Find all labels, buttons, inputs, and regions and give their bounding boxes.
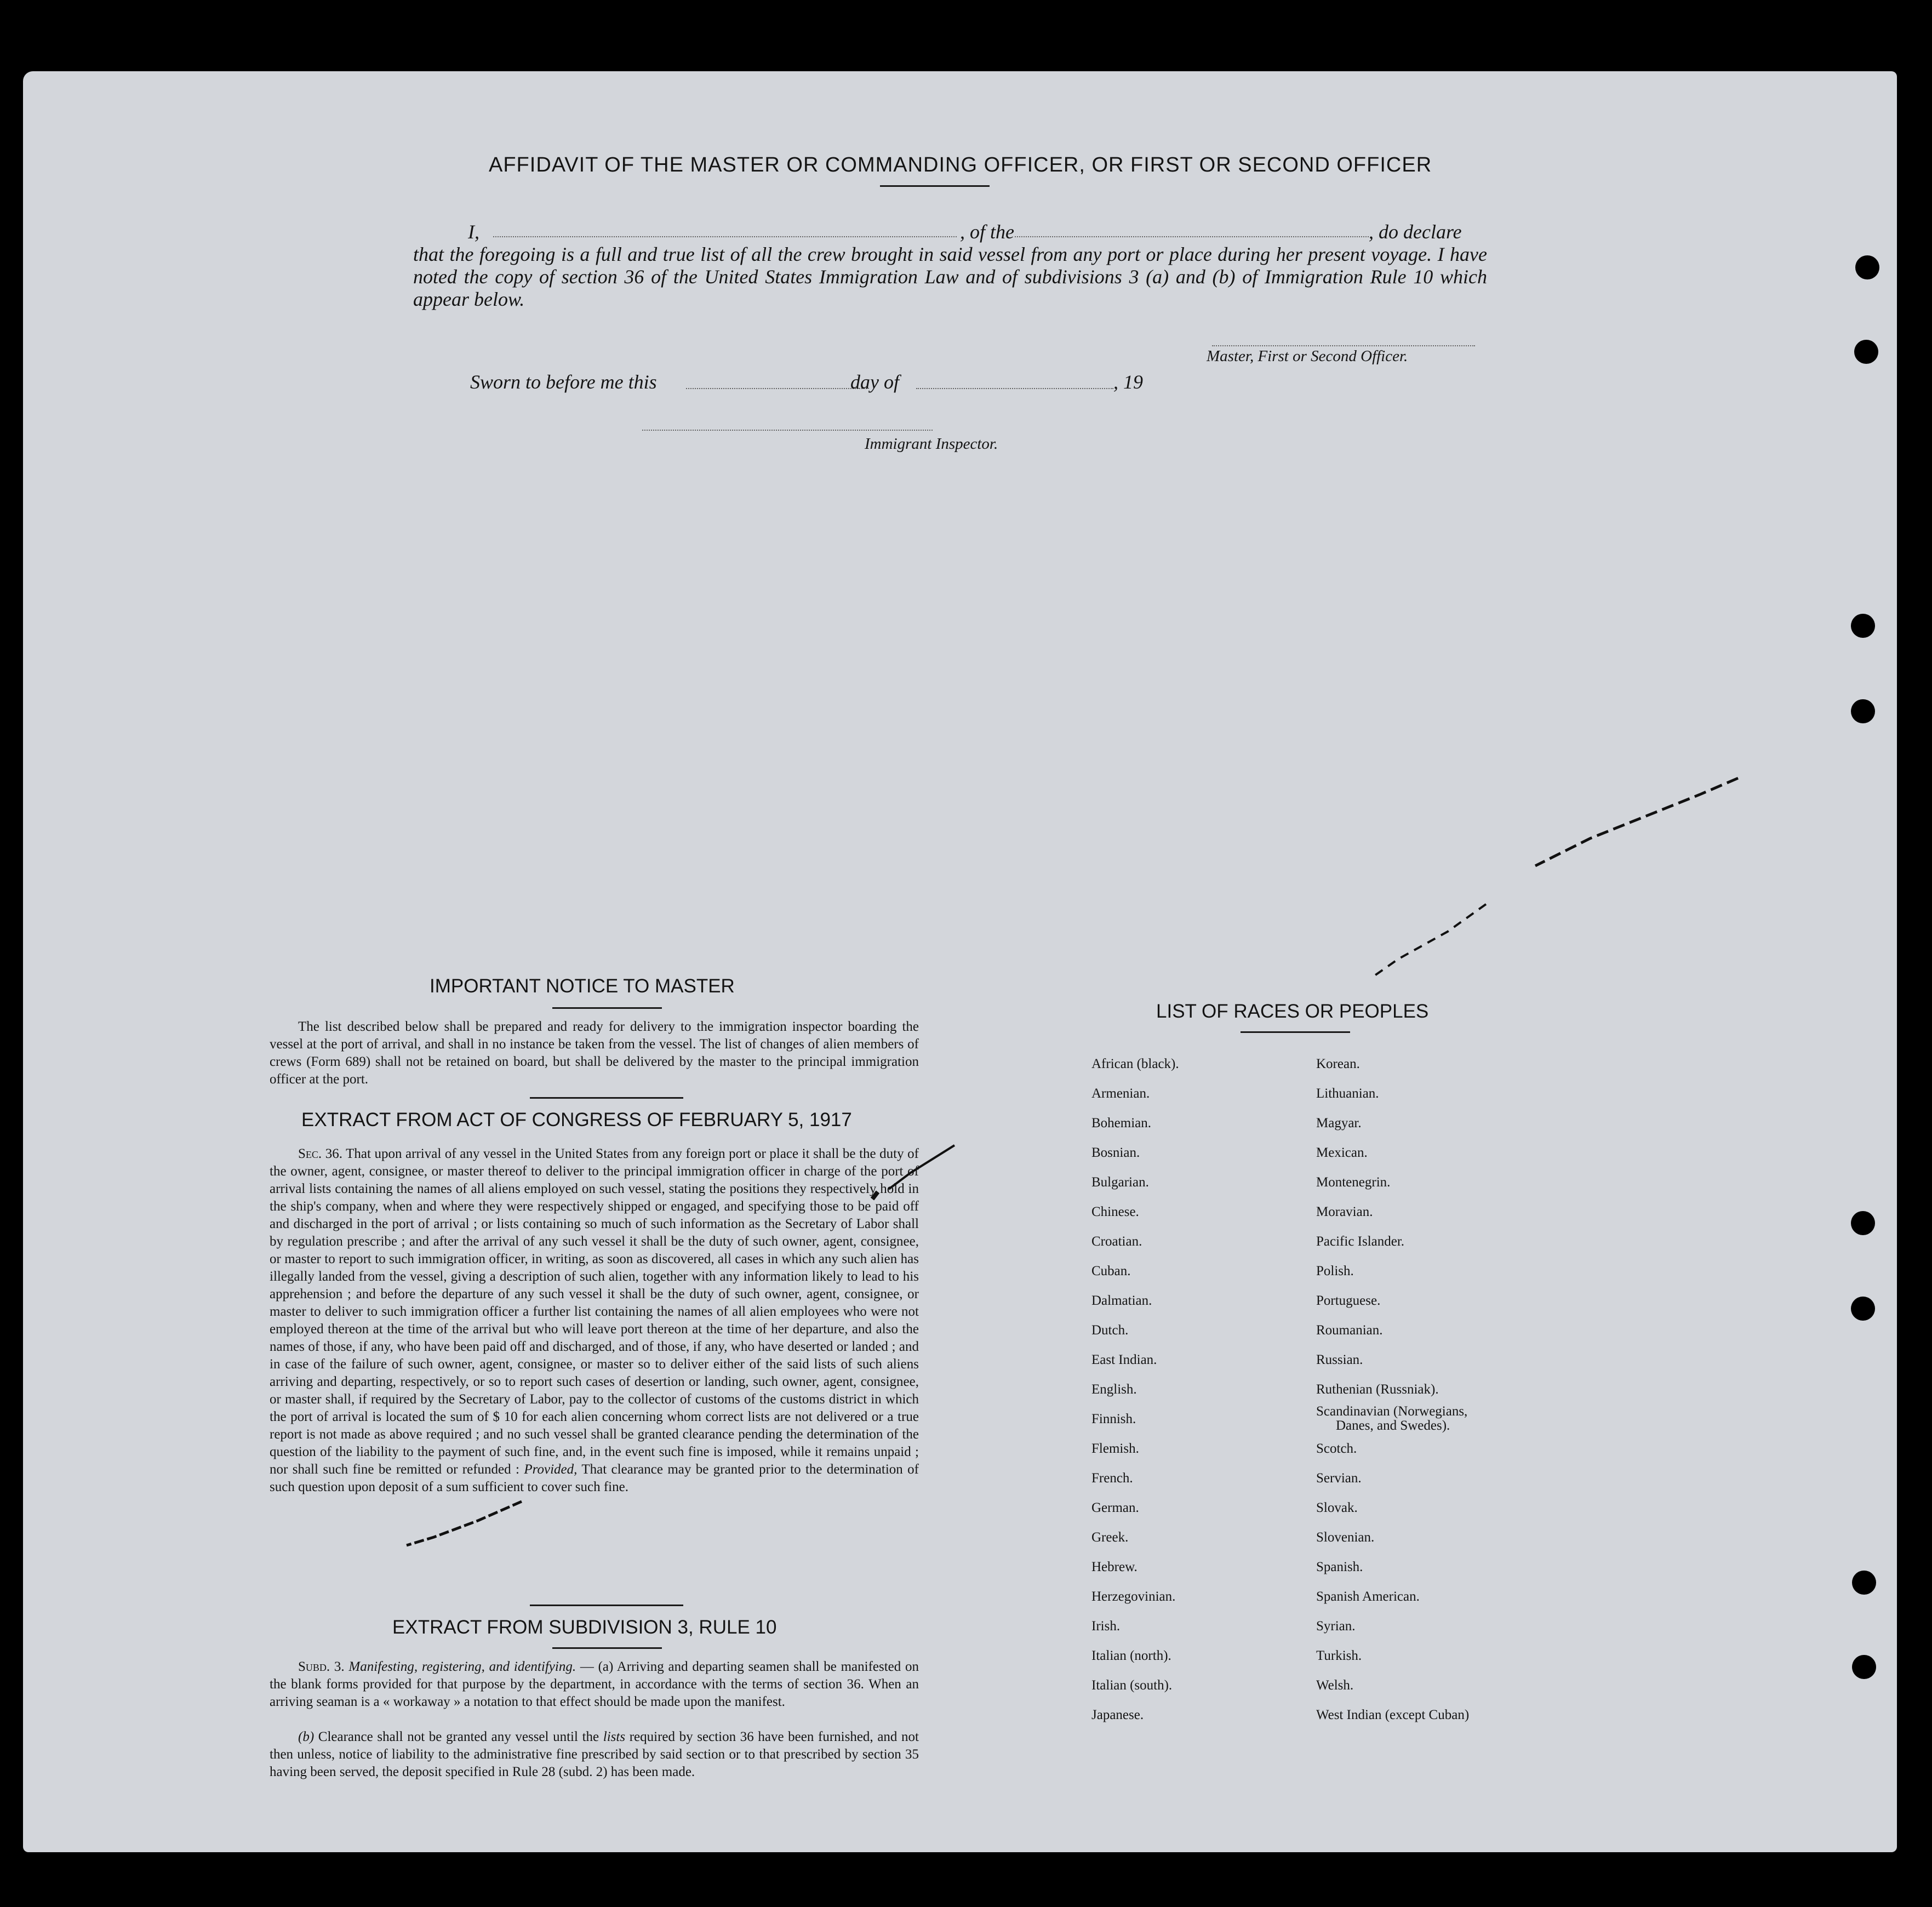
race-list-item-continuation: Danes, and Swedes).	[1336, 1418, 1450, 1433]
rule-extract-title: EXTRACT FROM SUBDIVISION 3, RULE 10	[392, 1617, 777, 1638]
vessel-name-field[interactable]	[1015, 236, 1369, 237]
race-list-item: Scotch.	[1316, 1441, 1357, 1456]
sec-label: Sec. 36.	[298, 1146, 342, 1161]
race-list-item: Russian.	[1316, 1352, 1363, 1367]
binder-hole	[1852, 1571, 1876, 1595]
sworn-month-field[interactable]	[916, 388, 1113, 389]
race-list-item: Bulgarian.	[1091, 1175, 1149, 1190]
race-list-item: East Indian.	[1091, 1352, 1157, 1367]
race-list-item: Polish.	[1316, 1264, 1354, 1278]
race-list-item: German.	[1091, 1500, 1139, 1515]
affidavit-title: AFFIDAVIT OF THE MASTER OR COMMANDING OFFICER, OR FIRST OR SECOND OFFICER	[489, 153, 1432, 176]
title-underline	[1241, 1031, 1350, 1033]
race-list-item: Turkish.	[1316, 1648, 1362, 1663]
rule-para-a	[270, 1658, 919, 1711]
binder-hole	[1851, 699, 1875, 723]
subd-label: Subd. 3.	[298, 1659, 345, 1674]
day-of-label: day of	[850, 371, 899, 393]
inspector-signature-line[interactable]	[642, 430, 933, 431]
race-list-item: Herzegovinian.	[1091, 1589, 1176, 1604]
race-list-item: Italian (north).	[1091, 1648, 1171, 1663]
race-list-item: Servian.	[1316, 1471, 1362, 1486]
master-signature-line[interactable]	[1212, 345, 1475, 346]
race-list-item: Finnish.	[1091, 1412, 1136, 1426]
para-a-text: Arriving and departing seamen shall be manifested on the blank forms provided for that purpose by the department, in accordance with the terms of section 36. When an arriving seaman is a « workaway » a notation to that effect should be made upon the manifest.	[270, 1659, 919, 1709]
race-list-item: Hebrew.	[1091, 1560, 1138, 1574]
binder-hole	[1851, 1297, 1875, 1321]
sworn-label: Sworn to before me this	[470, 371, 657, 393]
subd-heading: Manifesting, registering, and identifying.	[348, 1659, 576, 1674]
section-divider	[530, 1097, 683, 1099]
binder-hole	[1852, 1655, 1876, 1679]
race-list-item: Lithuanian.	[1316, 1086, 1379, 1101]
race-list-item: Croatian.	[1091, 1234, 1142, 1249]
section-divider	[530, 1605, 683, 1606]
race-list-item: Bosnian.	[1091, 1145, 1140, 1160]
affidavit-declare-label: , do declare	[1369, 221, 1462, 243]
race-list-item: Syrian.	[1316, 1619, 1356, 1634]
race-list-item: Irish.	[1091, 1619, 1121, 1634]
race-list-item: Dalmatian.	[1091, 1293, 1152, 1308]
para-b-post: required by section 36 have been furnished, and not then unless, notice of liability to the administrative fine prescribed by said section or to that prescribed by section 35 having been served, the deposit specified in Rule 28 (subd. 2) has been made.	[270, 1729, 919, 1779]
title-underline	[552, 1647, 662, 1649]
act-extract-title: EXTRACT FROM ACT OF CONGRESS OF FEBRUARY 5, 1917	[301, 1109, 852, 1131]
race-list-item: Greek.	[1091, 1530, 1129, 1545]
binder-hole	[1854, 340, 1878, 364]
notice-title: IMPORTANT NOTICE TO MASTER	[430, 975, 735, 997]
race-list-item: Flemish.	[1091, 1441, 1139, 1456]
race-list-item: Slovenian.	[1316, 1530, 1375, 1545]
rule-para-b	[270, 1728, 919, 1781]
race-list-item: Scandinavian (Norwegians,	[1316, 1404, 1468, 1419]
race-list-item: Pacific Islander.	[1316, 1234, 1405, 1249]
race-list-item: English.	[1091, 1382, 1137, 1397]
binder-hole	[1851, 1211, 1875, 1235]
race-list-item: Chinese.	[1091, 1204, 1139, 1219]
act-extract-end: That clearance may be granted prior to the determination of such question upon deposit of a sum sufficient to cover such fine.	[270, 1462, 919, 1494]
title-underline	[552, 1007, 662, 1009]
race-list-item: Welsh.	[1316, 1678, 1354, 1693]
race-list-item: Montenegrin.	[1316, 1175, 1391, 1190]
race-list-item: Magyar.	[1316, 1116, 1362, 1131]
race-list-item: Dutch.	[1091, 1323, 1129, 1338]
year-label: , 19	[1113, 371, 1143, 393]
race-list-item: African (black).	[1091, 1057, 1179, 1071]
race-list-item: Bohemian.	[1091, 1116, 1152, 1131]
master-name-field[interactable]	[493, 236, 957, 237]
race-list-item: Japanese.	[1091, 1708, 1144, 1722]
ink-mark-dashes	[1360, 773, 1754, 1036]
inspector-label: Immigrant Inspector.	[865, 435, 998, 453]
race-list-item: West Indian (except Cuban)	[1316, 1708, 1470, 1722]
race-list-item: Ruthenian (Russniak).	[1316, 1382, 1439, 1397]
ink-mark-slash	[385, 1491, 549, 1556]
para-a-marker: — (a)	[580, 1659, 614, 1674]
race-list-item: Armenian.	[1091, 1086, 1150, 1101]
provided-label: Provided,	[524, 1462, 578, 1477]
race-list-item: Spanish.	[1316, 1560, 1363, 1574]
title-underline	[880, 185, 990, 187]
race-list-item: Korean.	[1316, 1057, 1360, 1071]
notice-text: The list described below shall be prepared and ready for delivery to the immigration inspector boarding the vessel at the port of arrival, and shall in no instance be taken from the vessel. The list of changes of alien members of crews (Form 689) shall not be retained on board, but shall be delivered by the master to the principal immigration officer at the port.	[270, 1019, 919, 1087]
affidavit-declaration-text: that the foregoing is a full and true list of all the crew brought in said vessel from any port or place during her present voyage. I have noted the copy of section 36 of the United States Immigration Law and of subdivisions 3 (a) and (b) of Immigration Rule 10 which appear below.	[413, 243, 1487, 310]
race-list-item: Mexican.	[1316, 1145, 1368, 1160]
affidavit-i-label: I,	[468, 221, 479, 243]
document-page	[23, 71, 1897, 1852]
race-list-item: Portuguese.	[1316, 1293, 1381, 1308]
sworn-day-field[interactable]	[686, 388, 867, 389]
para-b-pre: Clearance shall not be granted any vessel until the	[318, 1729, 599, 1744]
para-b-lists: lists	[603, 1729, 626, 1744]
binder-hole	[1855, 255, 1879, 279]
act-extract-body: That upon arrival of any vessel in the United States from any foreign port or place it shall be the duty of the owner, agent, consignee, or master thereof to deliver to the principal immigration officer in charge of the port of arrival lists containing the names of all aliens employed on such vessel, stating the positions they respectively hold in the ship's company, when and where they were respectively shipped or engaged, and specifying those to be paid off and discharged in the port of arrival ; or lists containing so much of such information as the Secretary of Labor shall by regulation prescribe ; and after the arrival of any such vessel it shall be the duty of such owner, agent, consignee, or master to report to such immigration officer, in writing, as soon as discovered, all cases in which any such alien has illegally landed from the vessel, giving a description of such alien, together with any information likely to lead to his apprehension ; and before the departure of any such vessel it shall be the duty of such owner, agent, consignee, or master to deliver to such immigration officer a further list containing the names of all alien employees who were not employed thereon at the time of the arrival but who will leave port thereon at the time of her departure, and also the names of those, if any, who have been paid off and discharged, and of those, if any, who have deserted or landed ; and in case of the failure of such owner, agent, consignee, or master so to deliver either of the said lists of such aliens arriving and departing, respectively, or so to report such cases of desertion or landing, such owner, agent, consignee, or master shall, if required by the Secretary of Labor, pay to the collector of customs of the customs district in which the port of arrival is located the sum of $ 10 for each alien concerning whom correct lists are not delivered or a true report is not made as above required ; and no such vessel shall be granted clearance pending the determination of the question of the liability to the payment of such fine, and, in the event such fine is imposed, while it remains unpaid ; nor shall such fine be remitted or refunded :	[270, 1146, 919, 1477]
act-extract-text	[270, 1145, 919, 1496]
affidavit-of-the-label: , of the	[960, 221, 1014, 243]
race-list-item: Spanish American.	[1316, 1589, 1420, 1604]
race-list-item: Slovak.	[1316, 1500, 1358, 1515]
race-list-item: French.	[1091, 1471, 1133, 1486]
race-list-item: Cuban.	[1091, 1264, 1131, 1278]
race-list-item: Italian (south).	[1091, 1678, 1173, 1693]
race-list-item: Roumanian.	[1316, 1323, 1383, 1338]
races-title: LIST OF RACES OR PEOPLES	[1156, 1001, 1429, 1022]
binder-hole	[1851, 614, 1875, 638]
master-signature-label: Master, First or Second Officer.	[1207, 347, 1408, 365]
para-b-marker: (b)	[298, 1729, 315, 1744]
race-list-item: Moravian.	[1316, 1204, 1373, 1219]
